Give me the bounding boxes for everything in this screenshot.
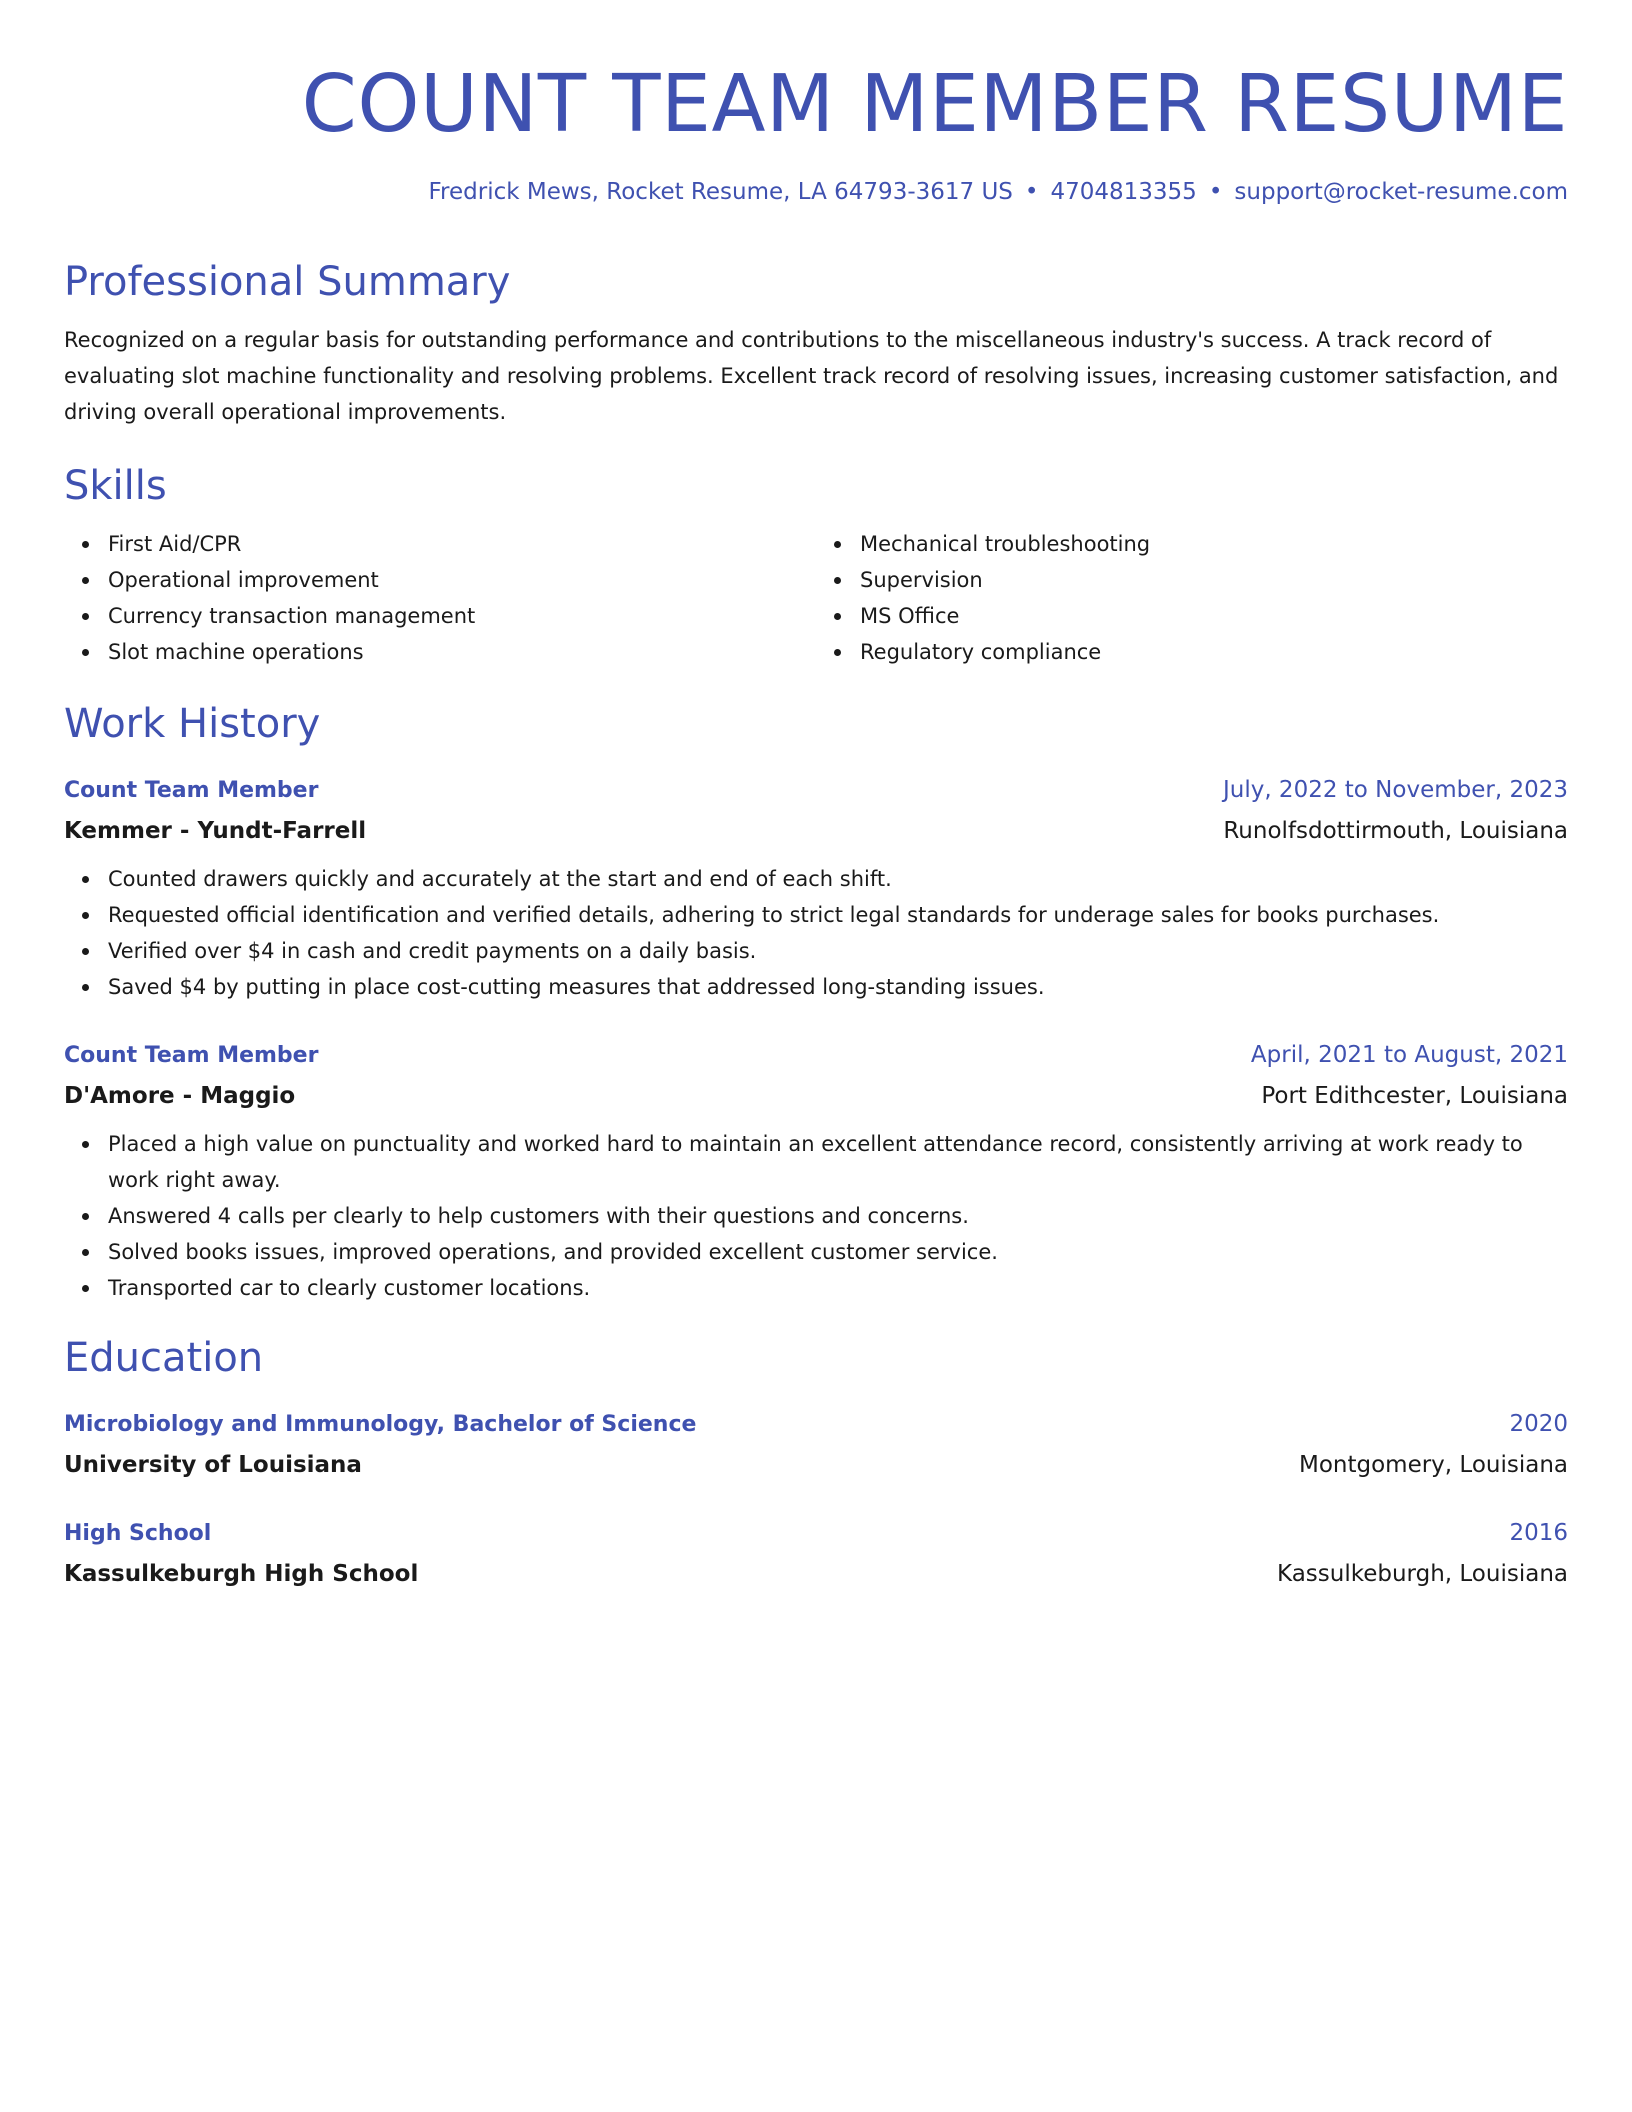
education-year: 2016 <box>1509 1520 1568 1546</box>
job-bullet: Verified over $4 in cash and credit payments on a daily basis. <box>108 933 1568 969</box>
job-bullet: Requested official identification and verified details, adhering to strict legal standards for underage sales for books purchases. <box>108 897 1568 933</box>
job-location: Port Edithcester, Louisiana <box>1261 1083 1568 1109</box>
education-school: University of Louisiana <box>64 1452 362 1478</box>
contact-address: Fredrick Mews, Rocket Resume, LA 64793-3617 US <box>428 179 1013 205</box>
summary-text: Recognized on a regular basis for outstanding performance and contributions to the miscellaneous industry's success. A track record of evaluating slot machine functionality and resolving problems. Excellent track record of resolving issues, increasing customer satisfaction, and driving overall operational improvements. <box>64 328 1559 424</box>
skill-item: Slot machine operations <box>108 634 816 670</box>
job-bullet: Solved books issues, improved operations, and provided excellent customer service. <box>108 1234 1568 1270</box>
education-school-row <box>64 1445 1568 1485</box>
skill-item: Currency transaction management <box>108 598 816 634</box>
education-header-row <box>64 1513 1568 1554</box>
job-company: Kemmer - Yundt-Farrell <box>64 818 367 844</box>
skill-item: Operational improvement <box>108 562 816 598</box>
job-dates: July, 2022 to November, 2023 <box>1222 777 1568 803</box>
skills-heading: Skills <box>64 463 167 509</box>
job-bullet: Saved $4 by putting in place cost-cutting measures that addressed long-standing issues. <box>108 969 1568 1005</box>
contact-email: support@rocket-resume.com <box>1234 179 1568 205</box>
education-location: Montgomery, Louisiana <box>1298 1452 1568 1478</box>
summary-heading: Professional Summary <box>64 259 511 305</box>
job-bullet: Placed a high value on punctuality and worked hard to maintain an excellent attendance record, consistently arriving at work ready to work right away. <box>108 1126 1568 1198</box>
skill-item: MS Office <box>860 598 1568 634</box>
resume-title: COUNT TEAM MEMBER RESUME <box>301 58 1568 150</box>
job-bullets <box>64 1126 1568 1306</box>
education-header-row <box>64 1404 1568 1445</box>
job-company-row <box>64 811 1568 851</box>
job-entry <box>64 770 1568 1005</box>
job-bullet: Transported car to clearly customer locations. <box>108 1270 1568 1306</box>
contact-separator: • <box>1208 179 1223 205</box>
contact-separator: • <box>1024 179 1039 205</box>
education-entry <box>64 1513 1568 1594</box>
contact-line <box>64 176 1568 208</box>
skill-item: Mechanical troubleshooting <box>860 526 1568 562</box>
resume-page <box>64 0 1568 1594</box>
skills-column-right <box>816 526 1568 670</box>
job-header-row <box>64 770 1568 811</box>
job-header-row <box>64 1035 1568 1076</box>
education-school-row <box>64 1554 1568 1594</box>
skill-item: First Aid/CPR <box>108 526 816 562</box>
work-history-heading: Work History <box>64 701 321 747</box>
education-heading: Education <box>64 1335 264 1381</box>
contact-phone: 4704813355 <box>1050 179 1197 205</box>
education-location: Kassulkeburgh, Louisiana <box>1277 1561 1568 1587</box>
job-bullet: Answered 4 calls per clearly to help customers with their questions and concerns. <box>108 1198 1568 1234</box>
job-role: Count Team Member <box>64 778 319 803</box>
education-school: Kassulkeburgh High School <box>64 1561 419 1587</box>
job-dates: April, 2021 to August, 2021 <box>1250 1042 1568 1068</box>
job-bullet: Counted drawers quickly and accurately at the start and end of each shift. <box>108 861 1568 897</box>
skill-item: Regulatory compliance <box>860 634 1568 670</box>
skills-grid <box>64 526 1568 670</box>
skill-item: Supervision <box>860 562 1568 598</box>
job-company-row <box>64 1076 1568 1116</box>
education-degree: Microbiology and Immunology, Bachelor of Science <box>64 1412 697 1437</box>
job-role: Count Team Member <box>64 1043 319 1068</box>
skills-column-left <box>64 526 816 670</box>
education-degree: High School <box>64 1521 212 1546</box>
job-location: Runolfsdottirmouth, Louisiana <box>1223 818 1568 844</box>
job-company: D'Amore - Maggio <box>64 1083 296 1109</box>
job-bullets <box>64 861 1568 1005</box>
education-year: 2020 <box>1509 1411 1568 1437</box>
job-entry <box>64 1035 1568 1306</box>
education-entry <box>64 1404 1568 1485</box>
